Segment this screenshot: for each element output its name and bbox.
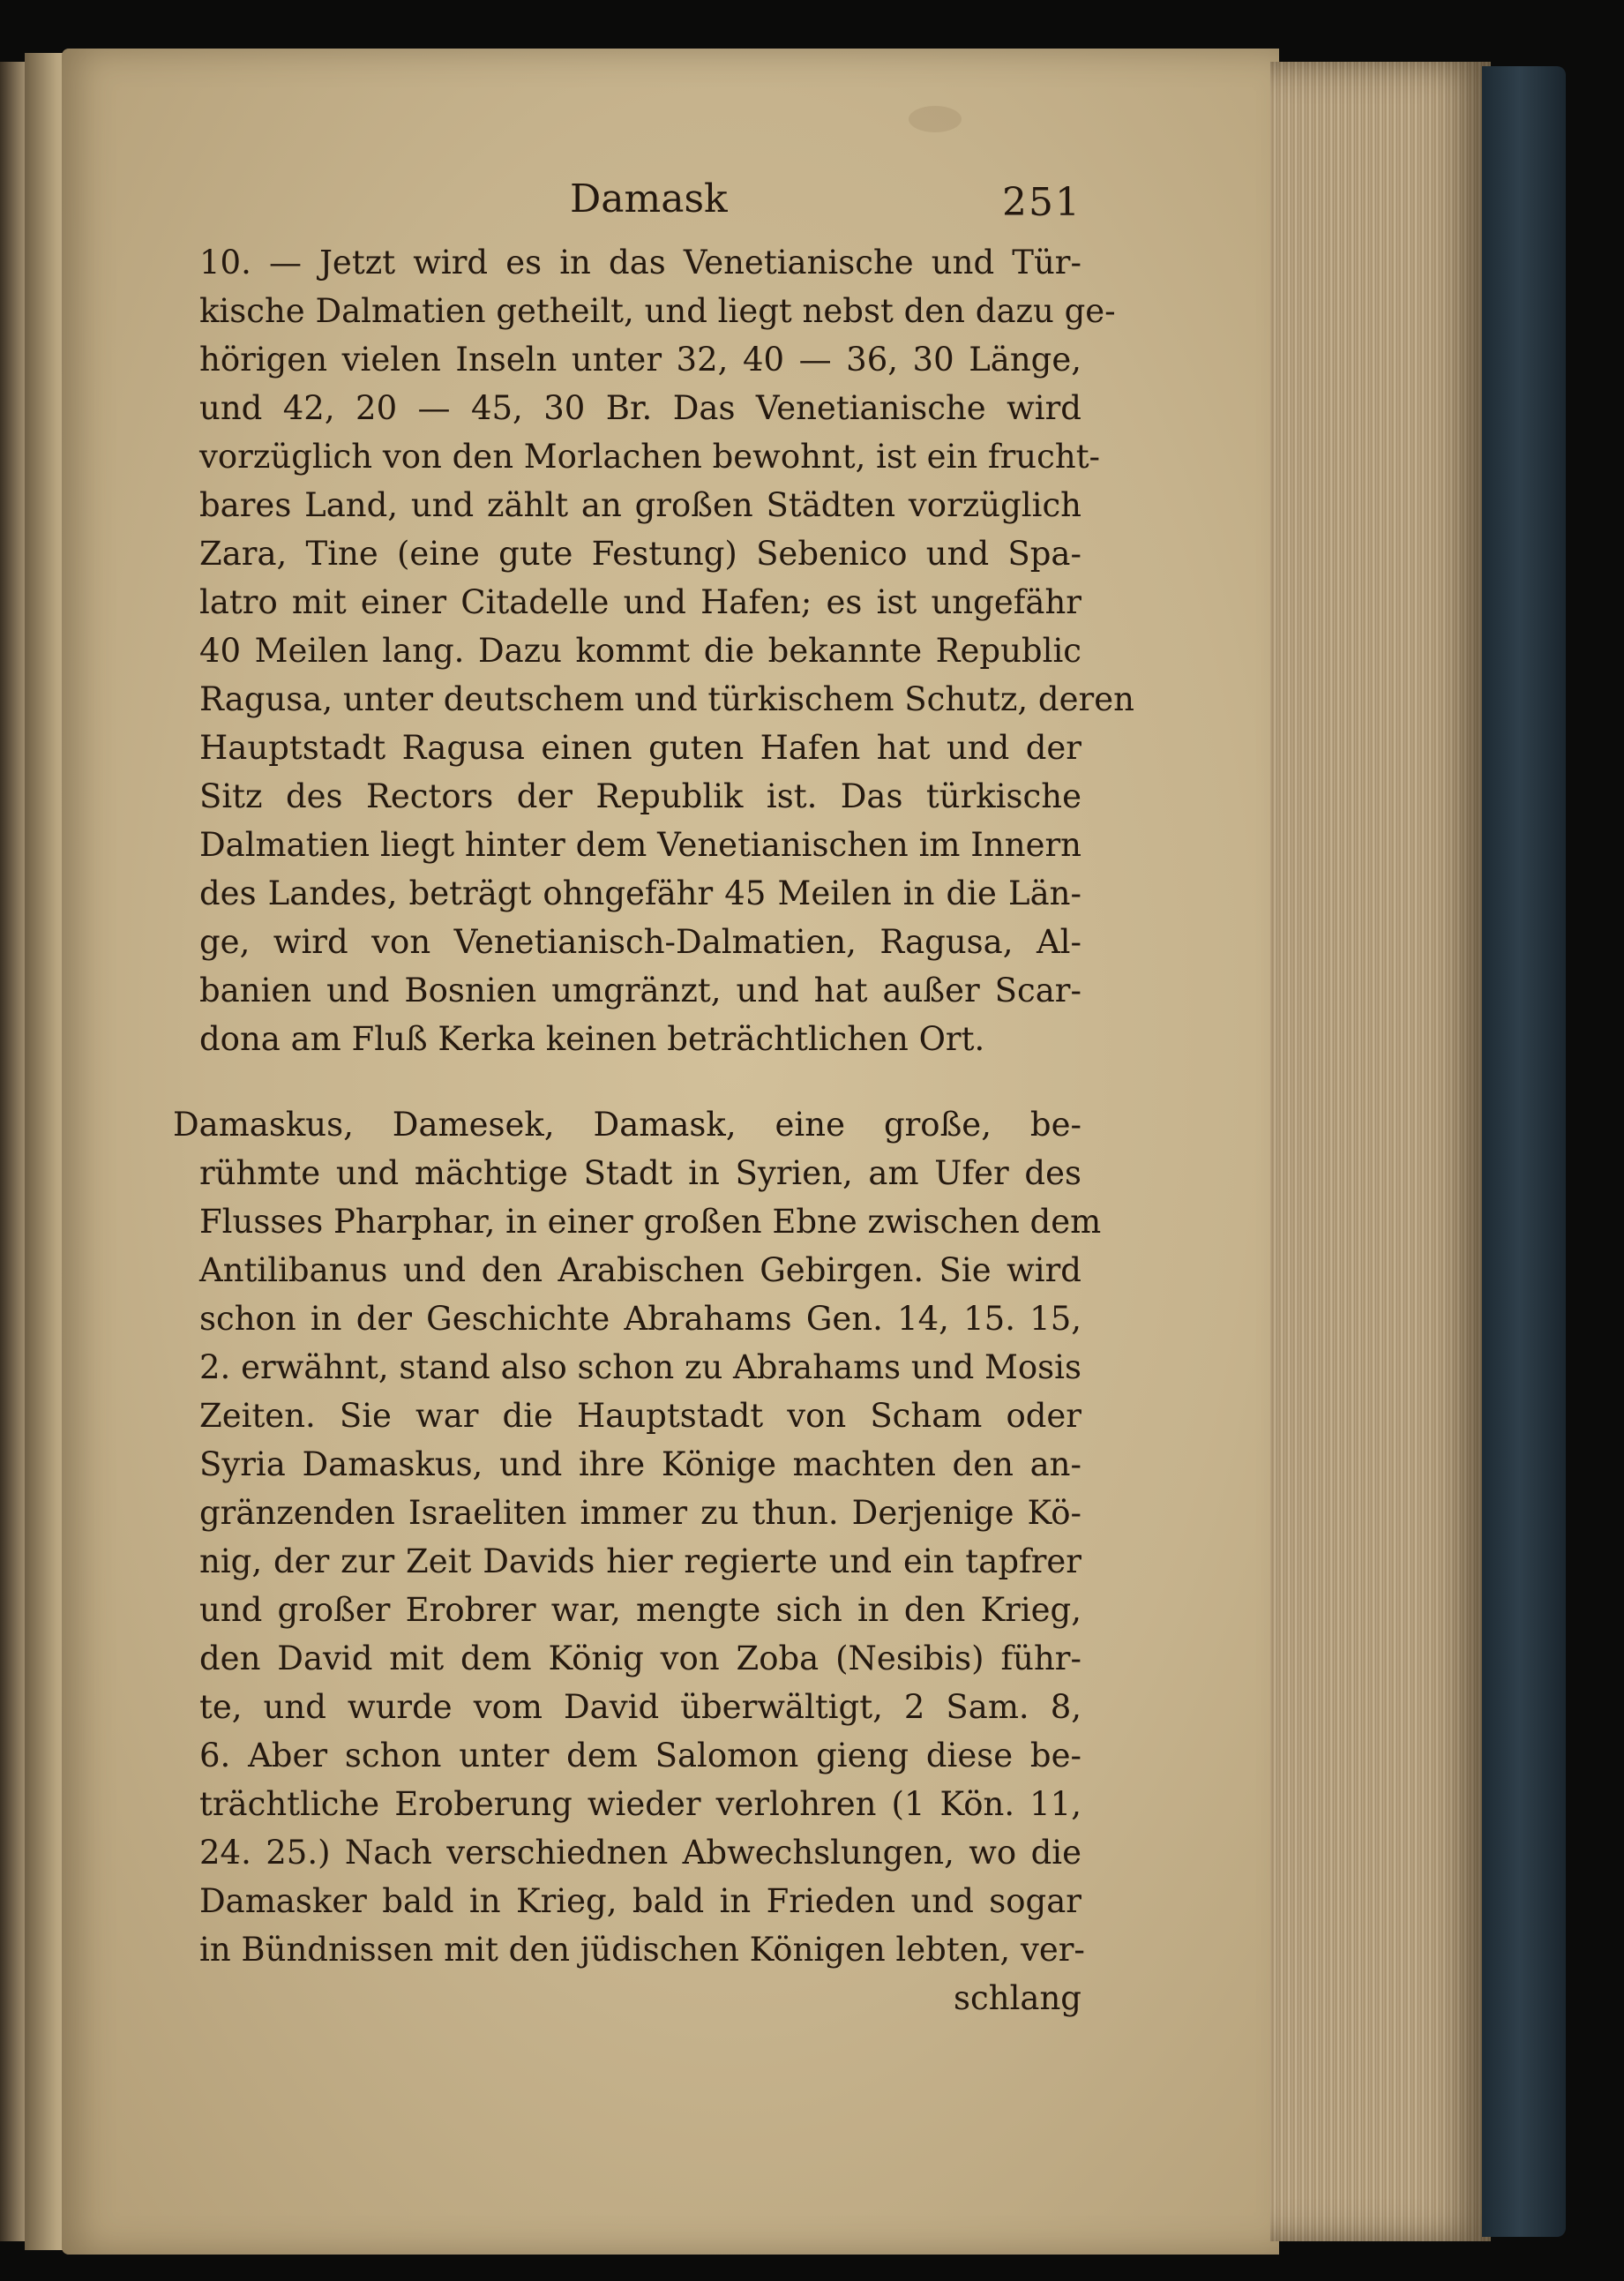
text-line: Zara, Tine (eine gute Festung) Sebenico und Spa-	[199, 535, 1081, 573]
running-head-title: Damask	[570, 176, 728, 221]
paper-stain	[909, 106, 962, 132]
text-line: latro mit einer Citadelle und Hafen; es ist ungefähr	[199, 583, 1081, 621]
text-line: schon in der Geschichte Abrahams Gen. 14, 15. 15,	[199, 1300, 1081, 1338]
text-block	[173, 176, 1134, 2022]
text-line: Dalmatien liegt hinter dem Venetianischen im Innern	[199, 826, 1081, 864]
paragraph-dalmatien	[199, 238, 1134, 1063]
text-line: den David mit dem König von Zoba (Nesibis) führ-	[199, 1639, 1081, 1677]
text-line: Flusses Pharphar, in einer großen Ebne zwischen dem	[199, 1203, 1102, 1241]
text-line: 24. 25.) Nach verschiednen Abwechslungen, wo die	[199, 1834, 1081, 1872]
text-line: des Landes, beträgt ohngefähr 45 Meilen in die Län-	[199, 874, 1081, 912]
text-line: Zeiten. Sie war die Hauptstadt von Scham oder	[199, 1397, 1081, 1435]
text-line: dona am Fluß Kerka keinen beträchtlichen Ort.	[199, 1020, 985, 1058]
page-edges	[1270, 62, 1491, 2241]
text-line: te, und wurde vom David überwältigt, 2 Sam. 8,	[199, 1688, 1081, 1726]
page-number: 251	[1002, 180, 1081, 225]
text-line: hörigen vielen Inseln unter 32, 40 — 36, 30 Länge,	[199, 341, 1081, 379]
text-line: banien und Bosnien umgränzt, und hat außer Scar-	[199, 972, 1081, 1009]
text-line: Syria Damaskus, und ihre Könige machten den an-	[199, 1445, 1081, 1483]
text-line: rühmte und mächtige Stadt in Syrien, am Ufer des	[199, 1154, 1081, 1192]
catchword: schlang	[954, 1979, 1081, 2017]
text-line: vorzüglich von den Morlachen bewohnt, ist ein frucht-	[199, 438, 1101, 476]
entry-headword-line: Damaskus, Damesek, Damask, eine große, be-	[173, 1106, 1081, 1144]
text-line: Ragusa, unter deutschem und türkischem Schutz, deren	[199, 680, 1134, 718]
text-line: 40 Meilen lang. Dazu kommt die bekannte Republic	[199, 632, 1081, 670]
text-line: in Bündnissen mit den jüdischen Königen lebten, ver-	[199, 1931, 1085, 1969]
paragraph-damaskus	[173, 1100, 1102, 1974]
text-line: trächtliche Eroberung wieder verlohren (1 Kön. 11,	[199, 1785, 1081, 1823]
text-line: Sitz des Rectors der Republik ist. Das türkische	[199, 777, 1081, 815]
text-line: ge, wird von Venetianisch-Dalmatien, Ragusa, Al-	[199, 923, 1081, 961]
text-line: und 42, 20 — 45, 30 Br. Das Venetianische wird	[199, 389, 1081, 427]
text-line: und großer Erobrer war, mengte sich in den Krieg,	[199, 1591, 1081, 1629]
text-line: Hauptstadt Ragusa einen guten Hafen hat und der	[199, 729, 1081, 767]
text-line: gränzenden Israeliten immer zu thun. Derjenige Kö-	[199, 1494, 1081, 1532]
text-line: kische Dalmatien getheilt, und liegt nebst den dazu ge-	[199, 292, 1116, 330]
text-line: 10. — Jetzt wird es in das Venetianische und Tür-	[199, 244, 1081, 281]
text-line: Antilibanus und den Arabischen Gebirgen. Sie wird	[199, 1251, 1081, 1289]
text-line: Damasker bald in Krieg, bald in Frieden und sogar	[199, 1882, 1081, 1920]
book-cover	[1482, 66, 1566, 2237]
text-line: 6. Aber schon unter dem Salomon gieng diese be-	[199, 1737, 1081, 1775]
text-line: bares Land, und zählt an großen Städten vorzüglich	[199, 486, 1081, 524]
text-line: 2. erwähnt, stand also schon zu Abrahams und Mosis	[199, 1348, 1081, 1386]
running-head	[199, 176, 1081, 238]
text-line: nig, der zur Zeit Davids hier regierte und ein tapfrer	[199, 1542, 1081, 1580]
